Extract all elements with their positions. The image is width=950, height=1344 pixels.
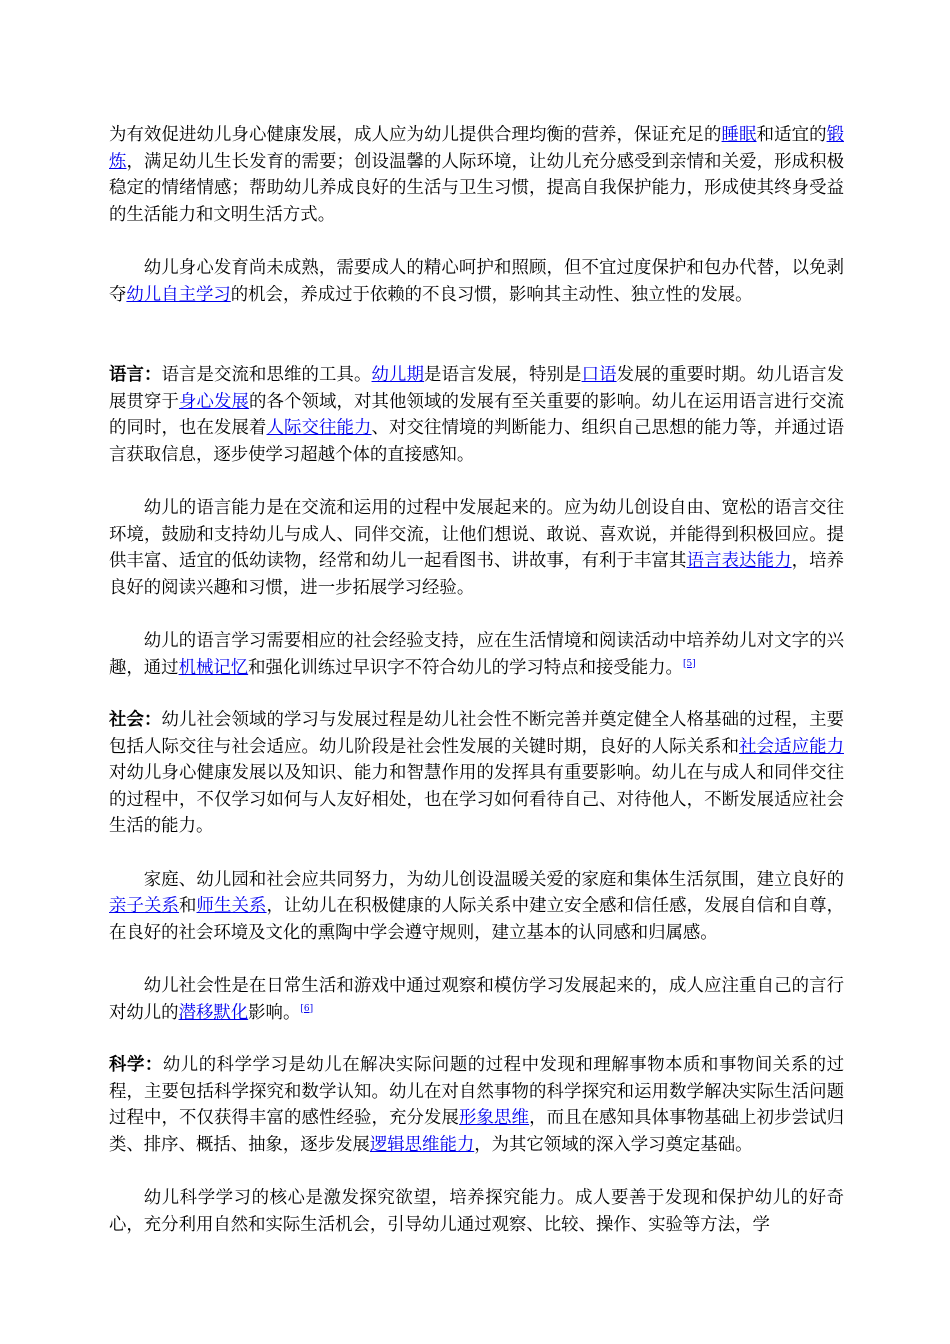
text: 的各个领域，对其他领域的发展有至关重要的影响。幼儿在运用语言进行交流的同时，也在发展着 — [109, 391, 844, 438]
footnote-link-6[interactable]: [6] — [300, 1003, 314, 1014]
text: 幼儿的语言学习需要相应的社会经验支持，应在生活情境和阅读活动中培养幼儿对文字的兴趣，通过 — [109, 631, 844, 678]
text: 、对交往情境的判断能力、组织自己思想的能力等，并通过语言获取信息，逐步使学习超越个体的直接感知。 — [109, 418, 844, 465]
text: 幼儿的科学学习是幼儿在解决实际问题的过程中发现和理解事物本质和事物间关系的过程，主要包括科学探究和数学认知。幼儿在对自然事物的科学探究和运用数学解决实际生活问题过程中，不仅获得丰富的感性经验，充分发展 — [109, 1055, 844, 1128]
text: 语言是交流和思维的工具。 — [161, 365, 372, 385]
link-language-expression[interactable]: 语言表达能力 — [686, 551, 792, 571]
text: 影响。 — [248, 1002, 301, 1023]
intro-paragraph-1 — [109, 122, 844, 228]
social-heading: 社会： — [109, 710, 162, 730]
link-imagery-thinking[interactable]: 形象思维 — [459, 1108, 530, 1128]
link-teacher-student-relationship[interactable]: 师生关系 — [196, 896, 267, 916]
text: 幼儿社会性是在日常生活和游戏中通过观察和模仿学习发展起来的，成人应注重自己的言行对幼儿的 — [109, 976, 844, 1023]
text: 对幼儿身心健康发展以及知识、能力和智慧作用的发挥具有重要影响。幼儿在与成人和同伴交往的过程中，不仅学习如何与人友好相处，也在学习如何看待自己、对待他人，不断发展适应社会生活的能力。 — [109, 763, 844, 836]
science-paragraph-1 — [109, 1052, 844, 1158]
link-physical-mental-development[interactable]: 身心发展 — [179, 391, 250, 412]
link-early-childhood[interactable]: 幼儿期 — [371, 365, 425, 385]
text: 发展的重要时期。幼儿语言发展贯穿于 — [109, 365, 844, 412]
text: 的机会，养成过于依赖的不良习惯，影响其主动性、独立性的发展。 — [230, 284, 753, 305]
language-heading: 语言： — [109, 365, 162, 385]
social-paragraph-1 — [109, 707, 844, 840]
text: ，培养良好的阅读兴趣和习惯，进一步拓展学习经验。 — [109, 551, 844, 598]
text: 家庭、幼儿园和社会应共同努力，为幼儿创设温暖关爱的家庭和集体生活氛围，建立良好的 — [143, 869, 844, 890]
language-paragraph-1 — [109, 362, 844, 468]
science-heading: 科学： — [109, 1055, 163, 1075]
link-exercise[interactable]: 锻炼 — [109, 125, 844, 172]
text: ，而且在感知具体事物基础上初步尝试归类、排序、概括、抽象，逐步发展 — [109, 1108, 844, 1155]
text: ，让幼儿在积极健康的人际关系中建立安全感和信任感，发展自信和自尊，在良好的社会环境及文化的熏陶中学会遵守规则，建立基本的认同感和归属感。 — [109, 896, 844, 943]
text: 和适宜的 — [756, 125, 827, 145]
footnote-ref-6 — [300, 1004, 313, 1014]
social-paragraph-3 — [109, 973, 844, 1026]
link-social-adaptability[interactable]: 社会适应能力 — [739, 736, 844, 757]
link-oral-language[interactable]: 口语 — [581, 365, 617, 385]
link-logical-thinking[interactable]: 逻辑思维能力 — [369, 1134, 475, 1155]
link-subtle-influence[interactable]: 潜移默化 — [178, 1002, 249, 1023]
text: 幼儿身心发育尚未成熟，需要成人的精心呵护和照顾，但不宜过度保护和包办代替，以免剥夺 — [109, 258, 844, 305]
intro-paragraph-2 — [109, 255, 844, 308]
language-paragraph-2 — [109, 495, 844, 601]
text: 幼儿社会领域的学习与发展过程是幼儿社会性不断完善并奠定健全人格基础的过程，主要包括人际交往与社会适应。幼儿阶段是社会性发展的关键时期，良好的人际关系和 — [109, 710, 844, 757]
link-interpersonal-skills[interactable]: 人际交往能力 — [266, 418, 372, 438]
text: 幼儿科学学习的核心是激发探究欲望，培养探究能力。成人要善于发现和保护幼儿的好奇心，充分利用自然和实际生活机会，引导幼儿通过观察、比较、操作、实验等方法，学 — [109, 1188, 844, 1235]
science-paragraph-2 — [109, 1185, 844, 1238]
footnote-ref-5 — [683, 659, 696, 669]
link-rote-memory[interactable]: 机械记忆 — [178, 657, 249, 678]
document-page — [109, 122, 844, 1238]
text: ，满足幼儿生长发育的需要；创设温馨的人际环境，让幼儿充分感受到亲情和关爱，形成积极稳定的情绪情感；帮助幼儿养成良好的生活与卫生习惯，提高自我保护能力，形成使其终身受益的生活能力和文明生活方式。 — [109, 151, 844, 225]
text: ，为其它领域的深入学习奠定基础。 — [474, 1134, 753, 1155]
social-paragraph-2 — [109, 867, 844, 947]
footnote-link-5[interactable]: [5] — [682, 658, 696, 669]
text: 为有效促进幼儿身心健康发展，成人应为幼儿提供合理均衡的营养，保证充足的 — [109, 125, 722, 145]
text: 幼儿的语言能力是在交流和运用的过程中发展起来的。应为幼儿创设自由、宽松的语言交往环境，鼓励和支持幼儿与成人、同伴交流，让他们想说、敢说、喜欢说，并能得到积极回应。提供丰富、适宜的低幼读物，经常和幼儿一起看图书、讲故事，有利于丰富其 — [109, 498, 844, 571]
language-paragraph-3 — [109, 628, 844, 681]
text: 和强化训练过早识字不符合幼儿的学习特点和接受能力。 — [248, 657, 683, 678]
link-sleep[interactable]: 睡眠 — [721, 125, 757, 145]
link-autonomous-learning[interactable]: 幼儿自主学习 — [126, 284, 231, 305]
text: 是语言发展，特别是 — [424, 365, 582, 385]
text: 和 — [179, 896, 197, 916]
link-parent-child-relationship[interactable]: 亲子关系 — [109, 896, 180, 916]
